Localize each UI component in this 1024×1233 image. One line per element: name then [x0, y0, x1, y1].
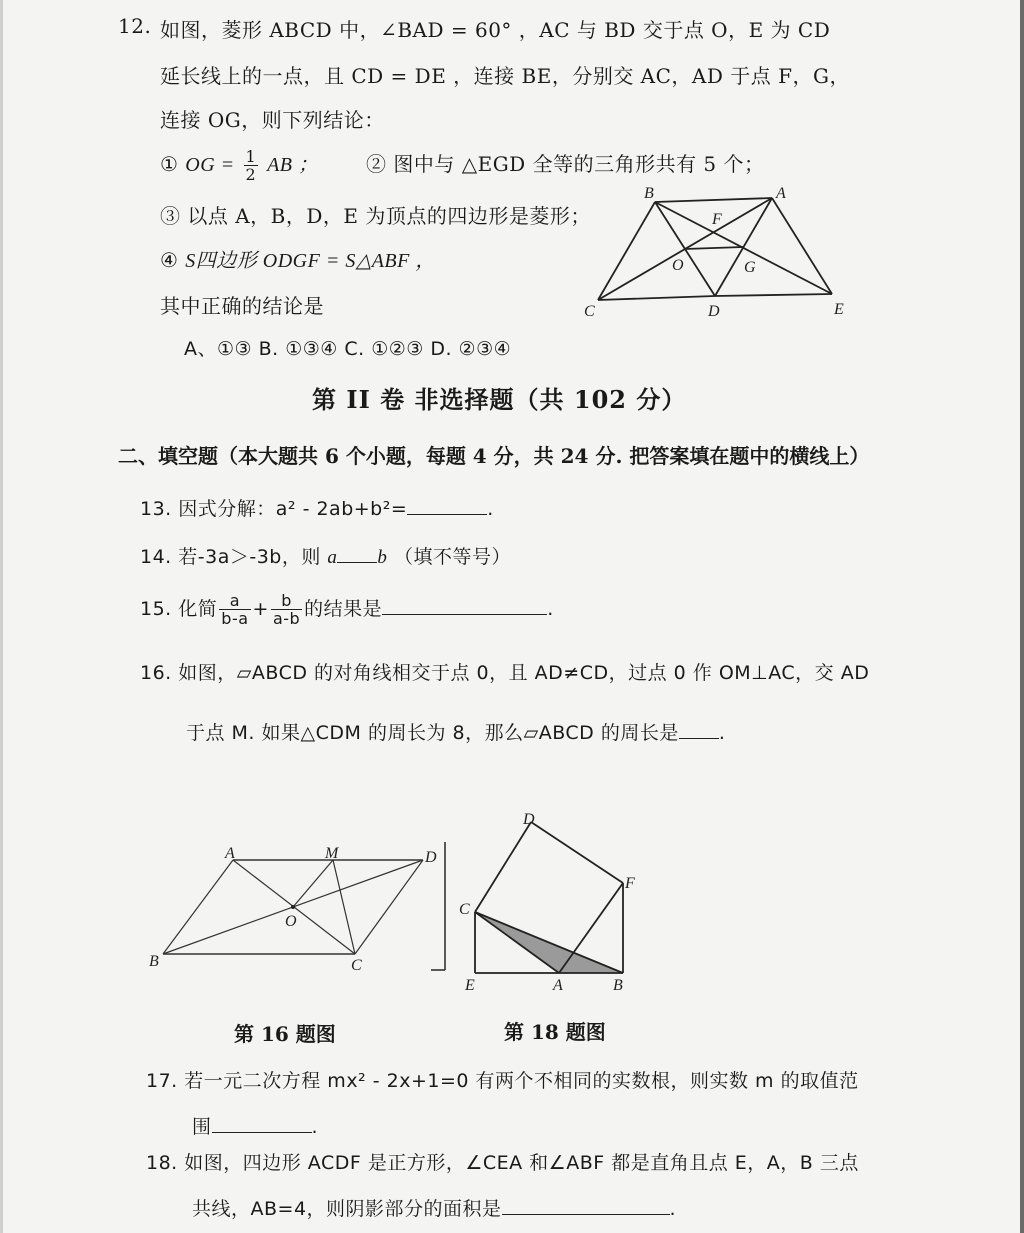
- q15-end: .: [547, 598, 554, 620]
- q16-fig-label-M: M: [325, 845, 339, 862]
- q14-post: （填不等号）: [393, 546, 511, 568]
- q12-c1-numerator: 1: [245, 147, 257, 166]
- q14-answer-blank[interactable]: [337, 544, 377, 563]
- q15-numerator-2: b: [271, 592, 302, 610]
- q12-line1: 如图，菱形 ABCD 中，∠BAD = 60° ，AC 与 BD 交于点 O，E 为 CD: [160, 18, 831, 42]
- q14: [140, 542, 511, 569]
- q18-text2: 共线，AB=4，则阴影部分的面积是: [192, 1198, 502, 1220]
- q18-line2: [192, 1194, 676, 1221]
- scan-edge-right: [1020, 0, 1024, 1233]
- q12-conclusion-4: [160, 244, 436, 273]
- q12-c4-label: ④: [160, 248, 179, 272]
- q17-end: .: [311, 1116, 319, 1138]
- q12-conclusion-2: ② 图中与 △EGD 全等的三角形共有 5 个；: [366, 152, 765, 176]
- q13-number: 13.: [140, 498, 172, 520]
- q15-answer-blank[interactable]: [382, 596, 547, 615]
- q14-number: 14.: [140, 546, 172, 568]
- q14-a: a: [327, 547, 338, 568]
- q15-denominator-2: a-b: [272, 609, 301, 628]
- q12-prompt: 其中正确的结论是: [160, 294, 324, 318]
- q14-b: b: [377, 547, 388, 568]
- q12-options: A、①③ B. ①③④ C. ①②③ D. ②③④: [184, 338, 512, 360]
- q15-number: 15.: [140, 598, 172, 620]
- q17-text2: 围: [192, 1116, 212, 1138]
- q18-answer-blank[interactable]: [502, 1196, 670, 1215]
- q12-fig-label-C: C: [584, 303, 595, 320]
- q12-c1-fraction: [244, 148, 259, 183]
- q15: [140, 592, 554, 627]
- q17-line2: [192, 1112, 318, 1139]
- q15-numerator-1: a: [219, 592, 250, 610]
- q18-fig-label-C: C: [459, 901, 470, 918]
- q17-text1: 若一元二次方程 mx² - 2x+1=0 有两个不相同的实数根，则实数 m 的取值范: [184, 1070, 859, 1092]
- q12-line2: 延长线上的一点，且 CD = DE ，连接 BE，分别交 AC，AD 于点 F，G，: [160, 64, 850, 88]
- q12-fig-label-G: G: [744, 259, 756, 276]
- q16-end: .: [718, 722, 726, 744]
- q18-line1: [146, 1148, 859, 1175]
- q16-fig-center-dot: [291, 905, 295, 909]
- q12-fig-label-E: E: [834, 301, 844, 318]
- q12-figure: [580, 180, 850, 320]
- part2-title: 第 II 卷 非选择题（共 102 分）: [312, 385, 687, 414]
- q16-line1: [140, 658, 869, 685]
- q12-c1-label: ①: [160, 152, 179, 176]
- q16-fig-label-B: B: [149, 953, 159, 970]
- q12-fig-label-A: A: [776, 185, 786, 202]
- q13-answer-blank[interactable]: [407, 496, 487, 515]
- q16-figure: [145, 838, 450, 978]
- q13-end: .: [487, 498, 494, 520]
- q12-conclusion-1: [160, 148, 319, 183]
- q12-c1-denominator: 2: [245, 165, 257, 184]
- q12-conclusion-3: ③ 以点 A，B，D，E 为顶点的四边形是菱形；: [160, 204, 591, 228]
- q18-figure-caption: 第 18 题图: [504, 1020, 606, 1044]
- q18-fig-label-F: F: [625, 875, 635, 892]
- q12-c1-lhs: OG =: [185, 154, 235, 176]
- q12-fig-label-F: F: [712, 211, 722, 228]
- q12-fig-label-D: D: [708, 303, 720, 320]
- q16-number: 16.: [140, 662, 172, 684]
- q18-figure: [455, 810, 645, 1000]
- q17-answer-blank[interactable]: [212, 1114, 312, 1133]
- q18-fig-label-D: D: [523, 811, 535, 828]
- q18-end: .: [669, 1198, 677, 1220]
- q12-c1-rhs: AB ；: [267, 154, 319, 176]
- q12-line3: 连接 OG，则下列结论：: [160, 108, 385, 132]
- q15-fraction-1: [219, 592, 250, 627]
- q17-line1: [146, 1066, 859, 1093]
- q12-c4-text: S四边形 ODGF = S△ABF ，: [185, 250, 436, 272]
- q15-plus: +: [252, 598, 269, 620]
- q17-number: 17.: [146, 1070, 178, 1092]
- section2-heading: 二、填空题（本大题共 6 个小题，每题 4 分，共 24 分. 把答案填在题中的横线上）: [118, 444, 870, 468]
- q16-text2: 于点 M. 如果△CDM 的周长为 8，那么▱ABCD 的周长是: [186, 722, 679, 744]
- q18-text1: 如图，四边形 ACDF 是正方形，∠CEA 和∠ABF 都是直角且点 E，A，B 三点: [184, 1152, 859, 1174]
- q16-fig-label-D: D: [425, 849, 437, 866]
- q12-fig-label-B: B: [644, 185, 654, 202]
- q14-pre: 若-3a＞-3b，则: [178, 546, 321, 568]
- q16-text1: 如图，▱ABCD 的对角线相交于点 0，且 AD≠CD，过点 0 作 OM⊥AC，交 AD: [178, 662, 870, 684]
- q12-number: 12.: [118, 14, 152, 38]
- q12-fig-label-O: O: [672, 257, 684, 274]
- q18-number: 18.: [146, 1152, 178, 1174]
- q18-fig-label-E: E: [465, 977, 475, 994]
- q15-denominator-1: b-a: [221, 609, 249, 628]
- q13: [140, 494, 494, 521]
- q16-figure-caption: 第 16 题图: [234, 1022, 336, 1046]
- q16-line2: [186, 718, 725, 745]
- q15-fraction-2: [271, 592, 302, 627]
- q16-answer-blank[interactable]: [679, 720, 719, 739]
- q16-fig-label-A: A: [225, 845, 235, 862]
- q16-fig-label-O: O: [285, 913, 297, 930]
- q15-post: 的结果是: [304, 598, 383, 620]
- q15-pre: 化简: [178, 598, 218, 620]
- scan-edge-left: [0, 0, 3, 1233]
- q16-fig-label-C: C: [351, 957, 362, 974]
- q13-text: 因式分解：a² - 2ab+b²=: [178, 498, 408, 520]
- q18-fig-label-B: B: [613, 977, 623, 994]
- q18-fig-label-A: A: [553, 977, 563, 994]
